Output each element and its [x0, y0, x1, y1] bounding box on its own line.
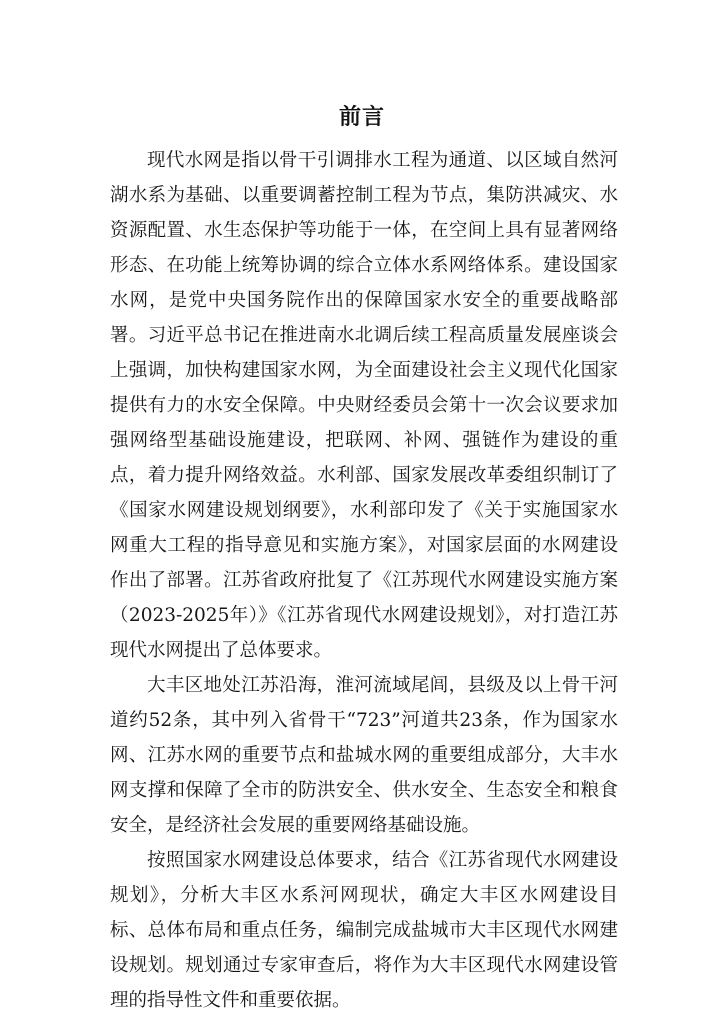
paragraph-1: 现代水网是指以骨干引调排水工程为通道、以区域自然河湖水系为基础、以重要调蓄控制工程为节点，集防洪减灾、水资源配置、水生态保护等功能于一体，在空间上具有显著网络形态、在功能上统筹协调的综合立体水系网络体系。建设国家水网，是党中央国务院作出的保障国家水安全的重要战略部署。习近平总书记在推进南水北调后续工程高质量发展座谈会上强调，加快构建国家水网，为全面建设社会主义现代化国家提供有力的水安全保障。中央财经委员会第十一次会议要求加强网络型基础设施建设，把联网、补网、强链作为建设的重点，着力提升网络效益。水利部、国家发展改革委组织制订了《国家水网建设规划纲要》，水利部印发了《关于实施国家水网重大工程的指导意见和实施方案》，对国家层面的水网建设作出了部署。江苏省政府批复了《江苏现代水网建设实施方案（2023-2025年）》《江苏省现代水网建设规划》，对打造江苏现代水网提出了总体要求。	[110, 150, 618, 661]
page-title: 前言	[338, 105, 385, 130]
body-text	[110, 143, 618, 1018]
paragraph-2: 大丰区地处江苏沿海，淮河流域尾闾，县级及以上骨干河道约52条，其中列入省骨干“723”河道共23条，作为国家水网、江苏水网的重要节点和盐城水网的重要组成部分，大丰水网支撑和保障了全市的防洪安全、供水安全、生态安全和粮食安全，是经济社会发展的重要网络基础设施。	[110, 675, 618, 836]
paragraph-3: 按照国家水网建设总体要求，结合《江苏省现代水网建设规划》，分析大丰区水系河网现状，确定大丰区水网建设目标、总体布局和重点任务，编制完成盐城市大丰区现代水网建设规划。规划通过专家审查后，将作为大丰区现代水网建设管理的指导性文件和重要依据。	[110, 850, 618, 1011]
